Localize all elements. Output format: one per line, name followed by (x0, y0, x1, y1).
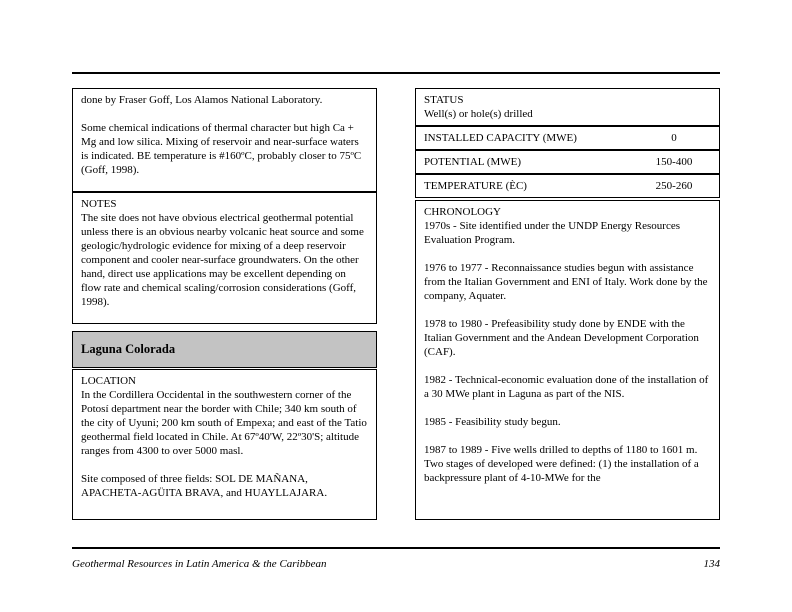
paragraph: 1976 to 1977 - Reconnaissance studies begun with assistance from the Italian Government and ENI of Italy. Work done by the company, Aquater. (424, 262, 708, 302)
status-subtitle: Well(s) or hole(s) drilled (424, 108, 533, 120)
location-box (72, 369, 377, 520)
paragraph: Site composed of three fields: SOL DE MAÑANA, APACHETA-AGÜITA BRAVA, and HUAYLLAJARA. (81, 473, 328, 499)
footer-page-number: 134 (703, 558, 720, 570)
stat-label: INSTALLED CAPACITY (MWE) (424, 132, 577, 144)
paragraph: 1982 - Technical-economic evaluation done of the installation of a 30 MWe plant in Laguna as part of the NIS. (424, 374, 709, 400)
goff-note-box (72, 88, 377, 192)
status-box (415, 88, 720, 126)
paragraph: 1978 to 1980 - Prefeasibility study done by ENDE with the Italian Government and the Andean Development Corporation (CAF). (424, 318, 699, 358)
section-header-laguna-colorada (72, 331, 377, 368)
paragraph: 1987 to 1989 - Five wells drilled to depths of 1180 to 1601 m. Two stages of developed were defined: (1) the installation of a backpressure plant of 4-10-MWe for the (424, 444, 699, 484)
stat-value: 150-400 (655, 156, 693, 168)
stat-label: POTENTIAL (MWE) (424, 156, 522, 168)
stat-row-potential (415, 150, 720, 174)
paragraph: done by Fraser Goff, Los Alamos National Laboratory. (81, 94, 323, 106)
paragraph: 1985 - Feasibility study begun. (424, 416, 561, 428)
chronology-box (415, 200, 720, 520)
top-rule (72, 72, 720, 74)
stat-value: 0 (671, 132, 677, 144)
section-header-label: Laguna Colorada (81, 342, 176, 356)
paragraph: Some chemical indications of thermal character but high Ca + Mg and low silica. Mixing of reservoir and near-surface waters is indicated. BE temperature is #160ºC, probably closer to 75ºC (Goff, 1998). (81, 122, 362, 176)
stat-row-temperature (415, 174, 720, 198)
stat-row-installed-capacity (415, 126, 720, 150)
stat-value: 250-260 (655, 180, 693, 192)
paragraph: In the Cordillera Occidental in the southwestern corner of the Potosí department near the border with Chile; 340 km south of the city of Uyuni; 200 km south of Empexa; and east of the Tatio geothermal field located in Chile. At 67º40'W, 22º30'S; altitude ranges from 4300 to over 5000 masl. (81, 389, 367, 457)
footer-title: Geothermal Resources in Latin America & the Caribbean (72, 558, 327, 570)
location-title: LOCATION (81, 375, 136, 387)
status-title: STATUS (424, 94, 464, 106)
footer-rule (72, 547, 720, 549)
paragraph: The site does not have obvious electrical geothermal potential unless there is an obvious nearby volcanic heat source and some geologic/hydrologic evidence for mixing of a deep reservoir component and cooler near-surface groundwaters. On the other hand, direct use applications may be excellent depending on flow rate and chemical scaling/corrosion considerations (Goff, 1998). (81, 212, 364, 308)
stat-label: TEMPERATURE (ÈC) (424, 180, 527, 192)
notes-title: NOTES (81, 198, 117, 210)
paragraph: 1970s - Site identified under the UNDP Energy Resources Evaluation Program. (424, 220, 681, 246)
notes-box (72, 192, 377, 324)
chronology-title: CHRONOLOGY (424, 206, 501, 218)
